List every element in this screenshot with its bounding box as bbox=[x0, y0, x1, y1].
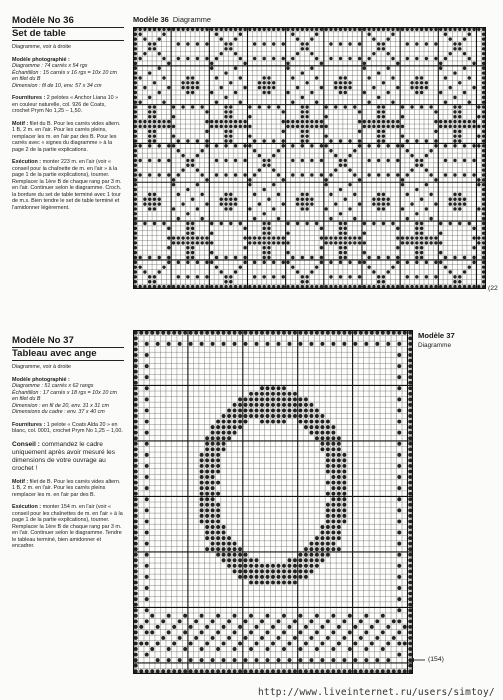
model36-title: Modèle No 36 bbox=[12, 15, 74, 26]
model36-photo-heading: Modèle photographié : bbox=[12, 56, 70, 63]
model37-supplies bbox=[12, 422, 124, 435]
model37-text bbox=[12, 364, 124, 550]
model37-photo-line: Dimension : en fil de 20, env. 31 x 31 cm bbox=[12, 402, 109, 409]
model37-motif-heading: Motif : bbox=[12, 478, 29, 485]
model37-title: Modèle No 37 bbox=[12, 335, 74, 346]
model36-photo-line: Échantillon : 15 carrés x 16 rgs = 10x 10 cm en filet du B bbox=[12, 69, 118, 82]
model37-advice-heading: Conseil : bbox=[12, 440, 40, 448]
model36-subtitle: Set de table bbox=[12, 28, 66, 39]
row-arrow-icon bbox=[408, 657, 428, 663]
model36-supplies-text: 2 pelotes « Anchor Liana 10 » en couleur naturelle, col. 926 de Coats, crochet Prym No 1,25 – 1,50. bbox=[12, 95, 119, 114]
model37-motif bbox=[12, 479, 124, 499]
model37-supplies-text: 1 pelote « Coats Alda 20 » en blanc, col. 0001, crochet Prym No 1,25 – 1,00. bbox=[12, 421, 123, 434]
model36-supplies-heading: Fournitures : bbox=[12, 95, 46, 101]
model37-photo-line: Diagramme : 51 carrés x 62 rangs bbox=[12, 383, 94, 389]
model37-intro: Diagramme, voir à droite bbox=[12, 364, 72, 370]
model36-diagram-label bbox=[133, 15, 211, 24]
model37-photo-line: Dimensions du cadre : env. 37 x 40 cm bbox=[12, 409, 105, 415]
model36-subtitle-rule bbox=[12, 40, 124, 41]
model37-diagram bbox=[133, 330, 413, 674]
model36-row-marker: (22 bbox=[488, 285, 498, 292]
model36-motif-heading: Motif : bbox=[12, 120, 29, 127]
model37-diagram-sub: Diagramme bbox=[418, 342, 452, 349]
model36-execution bbox=[12, 159, 124, 211]
source-url: http://www.liveinternet.ru/users/simtoy/ bbox=[258, 687, 495, 698]
model37-subtitle-rule bbox=[12, 360, 124, 361]
model37-execution bbox=[12, 504, 124, 550]
model36-photo-line: Dimension : fil de 10, env. 57 x 34 cm bbox=[12, 82, 102, 89]
model37-supplies-heading: Fournitures : bbox=[12, 421, 46, 428]
model36-diagram-label-suffix: Diagramme bbox=[172, 15, 212, 24]
model37-execution-text: monter 154 m. en l'air (voir « conseil pour les chaînettes de m. en l'air » à la page 1 de la partie explications), tourner. Remplacer la 1ère B de chaque rang par 3 m. en l'air. Continuer selon le diagramme. Tendre le tableau terminé, bien amidonner et encadrer. bbox=[12, 504, 123, 549]
model37-advice-text: commandez le cadre uniquement après avoir mesuré les dimensions de votre ouvrage au crochet ! bbox=[12, 440, 115, 472]
model36-motif-text: filet du B. Pour les carrés vides altern. 1 B, 2 m. en l'air. Pour les carrés pleins, remplacer les m. en l'air par des B. Pour les carrés avec « signes du diagramme » à la page 2 de la partie explications. bbox=[12, 120, 121, 153]
model37-advice bbox=[12, 441, 124, 473]
model36-motif bbox=[12, 121, 124, 154]
model37-motif-text: filet de B. Pour les carrés vides altern. 1 B, 2 m. en l'air. Pour les carrés pleins remplacer les m. en l'air par des B. bbox=[12, 478, 121, 498]
model36-supplies bbox=[12, 95, 124, 115]
model37-subtitle: Tableau avec ange bbox=[12, 348, 97, 359]
model37-photo-heading: Modèle photographié : bbox=[12, 376, 70, 383]
model37-photo-line: Échantillon : 17 carrés x 18 rgs = 10x 10 cm en filet du B bbox=[12, 389, 118, 402]
model36-execution-text: monter 223 m. en l'air (voir « conseil pour la chaînette de m. en l'air » à la page 1 de la partie explications), tourner. Remplacer la 1ère B de chaque rang par 3 m. en l'air. Continuer selon le diagramme. Croch. la bordure du set de table terminé avec 1 tour de m.s. Bien tendre le set de table terminé et l'amidonner légèrement. bbox=[12, 159, 122, 211]
model36-intro: Diagramme, voir à droite bbox=[12, 44, 72, 50]
model36-diagram bbox=[133, 27, 486, 289]
model36-text bbox=[12, 44, 124, 211]
model36-execution-heading: Exécution : bbox=[12, 159, 42, 165]
model37-diagram-title: Modèle 37 bbox=[418, 331, 455, 340]
model36-photo-line: Diagramme : 74 carrés x 54 rgs bbox=[12, 63, 88, 69]
model37-row-marker: (154) bbox=[428, 656, 444, 663]
model36-diagram-label-prefix: Modèle 36 bbox=[133, 15, 169, 24]
model37-execution-heading: Exécution : bbox=[12, 504, 42, 510]
